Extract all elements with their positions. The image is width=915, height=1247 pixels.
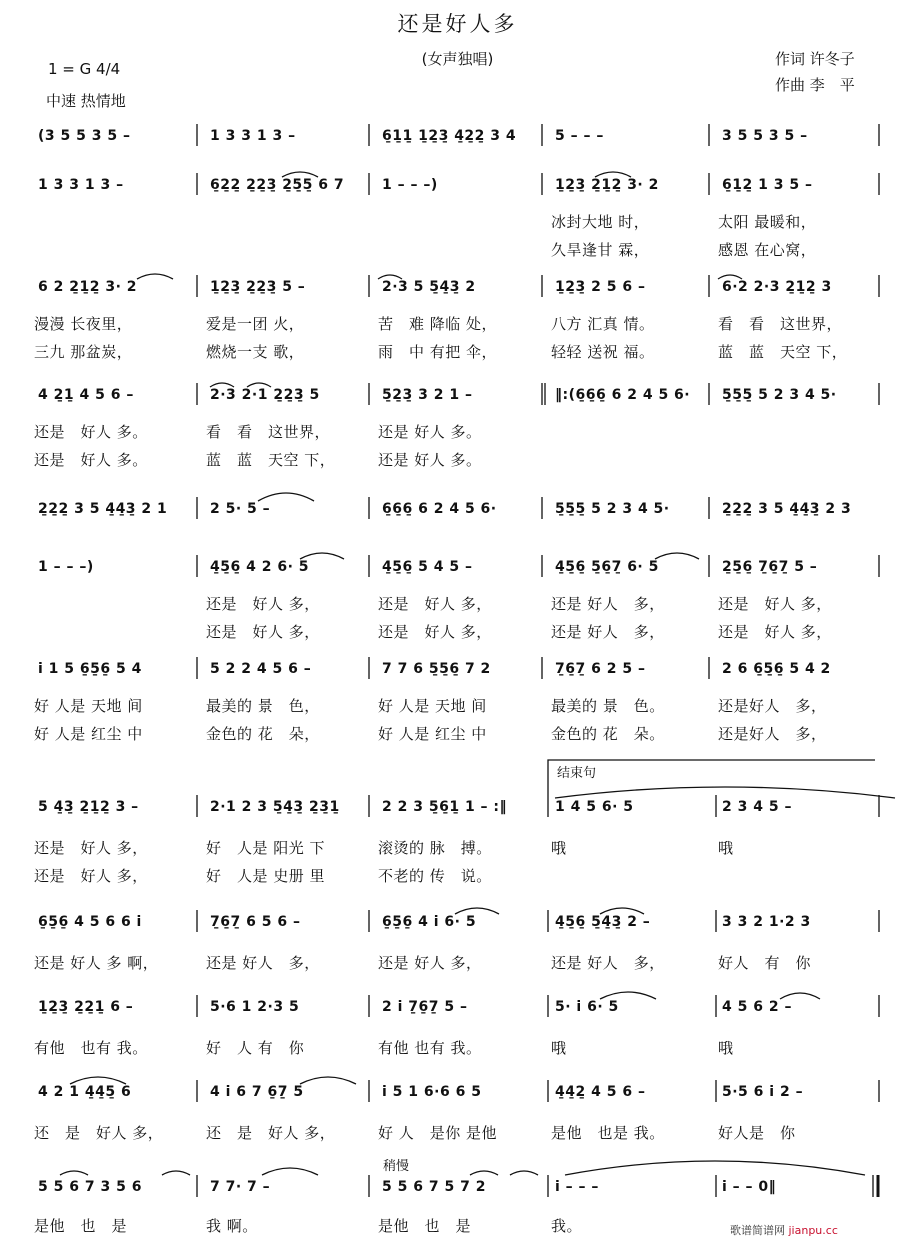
lyric-line: 轻轻 送祝 福。 — [551, 343, 655, 361]
measure-notes: 1̱2̱3̱ 2̱2̱1̱ 6 – — [38, 999, 134, 1015]
measure-notes: (3 5 5 3 5 – — [38, 128, 131, 144]
lyric-line: 好人是 你 — [718, 1124, 796, 1142]
watermark — [730, 1222, 838, 1238]
lyric-line: 还是 好人 多， — [551, 595, 665, 613]
lyric-line: 还是 好人 多， — [378, 954, 482, 972]
measure-notes: 1 3 3 1 3 – — [210, 128, 296, 144]
lyric-line: 是他 也 是 — [34, 1217, 128, 1235]
lyric-line: 八方 汇真 情。 — [551, 315, 655, 333]
lyric-line: 好 人是 红尘 中 — [34, 725, 143, 743]
measure-notes: 4 2̱1̱ 4 5 6 – — [38, 387, 134, 403]
lyric-line: 还是好人 多， — [718, 725, 827, 743]
measure-notes: 5 – – – — [555, 128, 604, 144]
measure-notes: 4̱5̱6̱ 5 4 5 – — [382, 559, 473, 575]
measure-notes: 5 5 6 7 3 5 6 — [38, 1179, 142, 1195]
lyric-line: 不老的 传 说。 — [378, 867, 492, 885]
lyric-line: 是他 也是 我。 — [551, 1124, 665, 1142]
measure-notes: 5̱5̱5̱ 5 2 3 4 5· — [555, 501, 670, 517]
lyric-line: 感恩 在心窝， — [718, 241, 817, 259]
lyric-line: 最美的 景 色， — [206, 697, 320, 715]
lyric-line: 好 人是 红尘 中 — [378, 725, 487, 743]
lyric-line: 有他 也有 我。 — [378, 1039, 482, 1057]
tempo-change-mark: 稍慢 — [383, 1159, 410, 1174]
measure-notes: ‖:(6̱6̱6̱ 6 2 4 5 6· — [555, 387, 691, 403]
measure-notes: 4 5 6 2 – — [722, 999, 792, 1015]
measure-notes: 2 i 7̱6̱7̱ 5 – — [382, 999, 468, 1015]
measure-notes: 2 3 4 5 – — [722, 799, 792, 815]
lyric-line: 蓝 蓝 天空 下， — [718, 343, 848, 361]
lyric-line: 看 看 这世界， — [206, 423, 331, 441]
measure-notes: 4 i 6 7 6̱7̱ 5 — [210, 1084, 304, 1100]
lyric-line: 漫漫 长夜里， — [34, 315, 133, 333]
lyricist-credit: 作词 许冬子 — [775, 50, 855, 68]
lyric-line: 还是 好人 多 啊， — [34, 954, 159, 972]
measure-notes: 3 3 2 1·2 3 — [722, 914, 811, 930]
lyric-line: 好 人是 史册 里 — [206, 867, 326, 885]
measure-notes: 6̱5̱6̱ 4 i 6· 5 — [382, 914, 477, 930]
measure-notes: 2̱2̱2̱ 3 5 4̱4̱3̱ 2 3 — [722, 501, 852, 517]
lyric-line: 苦 难 降临 处， — [378, 315, 498, 333]
measure-notes: i 5 1 6·6 6 5 — [382, 1084, 482, 1100]
measure-notes: 2 5· 5 – — [210, 501, 271, 517]
lyric-line: 金色的 花 朵， — [206, 725, 320, 743]
lyric-line: 好 人 有 你 — [206, 1039, 305, 1057]
measure-notes: 6 2 2̱1̱2̱ 3· 2 — [38, 279, 138, 295]
ending-label: 结束句 — [557, 766, 597, 781]
lyric-line: 还是 好人 多。 — [34, 451, 148, 469]
measure-notes: 2·3 2·1 2̱2̱3̱ 5 — [210, 387, 320, 403]
measure-notes: 1 – – –) — [382, 177, 438, 193]
measure-notes: 2̱2̱2̱ 3 5 4̱4̱3̱ 2 1 — [38, 501, 168, 517]
measure-notes: 6̱2̱2̱ 2̱2̱3̱ 2̱5̱5̱ 6 7 — [210, 177, 345, 193]
lyric-line: 好 人 是你 是他 — [378, 1124, 498, 1142]
lyric-line: 好人 有 你 — [718, 954, 812, 972]
lyric-line: 还是 好人 多， — [718, 595, 832, 613]
measure-notes: 1 – – –) — [38, 559, 94, 575]
lyric-line: 还是 好人 多。 — [34, 423, 148, 441]
lyric-line: 金色的 花 朵。 — [551, 725, 665, 743]
lyric-line: 还是 好人 多。 — [378, 423, 482, 441]
measure-notes: 5 4̱3̱ 2̱1̱2̱ 3 – — [38, 799, 139, 815]
measure-notes: i – – – — [555, 1179, 599, 1195]
measure-notes: 7̱6̱7̱ 6 2 5 – — [555, 661, 646, 677]
measure-notes: 2·3 5 5̱4̱3̱ 2 — [382, 279, 476, 295]
lyric-line: 哦 — [718, 1039, 734, 1057]
measure-notes: 1 4 5 6· 5 — [555, 799, 634, 815]
measure-notes: 7̱6̱7̱ 6 5 6 – — [210, 914, 301, 930]
lyric-line: 我。 — [551, 1217, 583, 1235]
lyric-line: 滚烫的 脉 搏。 — [378, 839, 492, 857]
measure-notes: 5̱2̱3̱ 3 2 1 – — [382, 387, 473, 403]
lyric-line: 还是 好人 多， — [551, 623, 665, 641]
lyric-line: 蓝 蓝 天空 下， — [206, 451, 336, 469]
measure-notes: 2 2 3 5̱6̱1̱ 1 – :‖ — [382, 799, 508, 815]
measure-notes: 1̱2̱3̱ 2 5 6 – — [555, 279, 646, 295]
lyric-line: 还是 好人 多， — [34, 867, 148, 885]
measure-notes: 4̱5̱6̱ 5̱4̱3̱ 2 – — [555, 914, 651, 930]
measure-notes: 5̱5̱5̱ 5 2 3 4 5· — [722, 387, 837, 403]
tempo-marking: 中速 热情地 — [46, 92, 126, 110]
measure-notes: 1̱2̱3̱ 2̱1̱2̱ 3· 2 — [555, 177, 659, 193]
measure-notes: 5 5 6 7 5 7 2 — [382, 1179, 486, 1195]
lyric-line: 还 是 好人 多， — [34, 1124, 164, 1142]
watermark-prefix: 歌谱简谱网 — [730, 1224, 789, 1237]
lyric-line: 雨 中 有把 伞， — [378, 343, 498, 361]
measure-notes: 4̱5̱6̱ 4 2 6· 5 — [210, 559, 310, 575]
lyric-line: 久旱逢甘 霖， — [551, 241, 650, 259]
measure-notes: i 1 5 6̱5̱6̱ 5 4 — [38, 661, 142, 677]
song-title: 还是好人多 — [397, 12, 518, 36]
lyric-line: 还是 好人 多， — [378, 623, 492, 641]
measure-notes: 1 3 3 1 3 – — [38, 177, 124, 193]
composer-credit: 作曲 李 平 — [775, 76, 855, 94]
lyric-line: 我 啊。 — [206, 1217, 258, 1235]
measure-notes: 5·5 6 i 2 – — [722, 1084, 804, 1100]
lyric-line: 好 人是 天地 间 — [378, 697, 487, 715]
lyric-line: 哦 — [551, 839, 567, 857]
measure-notes: 4̱5̱6̱ 5̱6̱7̱ 6· 5 — [555, 559, 659, 575]
measure-notes: 1̱2̱3̱ 2̱2̱3̱ 5 – — [210, 279, 306, 295]
measure-notes: 6̱6̱6̱ 6 2 4 5 6· — [382, 501, 497, 517]
lyric-line: 哦 — [551, 1039, 567, 1057]
lyric-line: 还是好人 多， — [718, 697, 827, 715]
lyric-line: 燃烧一支 歌， — [206, 343, 305, 361]
lyric-line: 冰封大地 时， — [551, 213, 650, 231]
measure-notes: 6̱5̱6̱ 4 5 6 6 i — [38, 914, 142, 930]
lyric-line: 最美的 景 色。 — [551, 697, 665, 715]
watermark-site: jianpu.cc — [788, 1224, 838, 1237]
lyric-line: 三九 那盆炭， — [34, 343, 133, 361]
lyric-line: 好 人是 天地 间 — [34, 697, 143, 715]
lyric-line: 太阳 最暖和， — [718, 213, 817, 231]
song-subtitle: (女声独唱) — [421, 50, 494, 68]
lyric-line: 好 人是 阳光 下 — [206, 839, 326, 857]
measure-notes: 7 7· 7 – — [210, 1179, 271, 1195]
lyric-line: 有他 也有 我。 — [34, 1039, 148, 1057]
lyric-line: 还是 好人 多， — [34, 839, 148, 857]
lyric-line: 哦 — [718, 839, 734, 857]
measure-notes: 6̱1̱1̱ 1̱2̱3̱ 4̱2̱2̱ 3 4 — [382, 128, 517, 144]
lyric-line: 还是 好人 多， — [206, 954, 320, 972]
measure-notes: 5 2 2 4 5 6 – — [210, 661, 312, 677]
lyric-line: 看 看 这世界， — [718, 315, 843, 333]
measure-notes: 6·2 2·3 2̱1̱2̱ 3 — [722, 279, 832, 295]
lyric-line: 还 是 好人 多， — [206, 1124, 336, 1142]
measure-notes: 7 7 6 5̱5̱6̱ 7 2 — [382, 661, 491, 677]
lyric-line: 爱是一团 火， — [206, 315, 305, 333]
measure-notes: 4̱4̱2̱ 4 5 6 – — [555, 1084, 646, 1100]
measure-notes: 2 6 6̱5̱6̱ 5 4 2 — [722, 661, 831, 677]
measure-notes: 3 5 5 3 5 – — [722, 128, 808, 144]
measure-notes: 4 2 1 4̱4̱5̱ 6 — [38, 1084, 132, 1100]
lyric-line: 还是 好人 多， — [718, 623, 832, 641]
measure-notes: 6̱1̱2̱ 1 3 5 – — [722, 177, 813, 193]
lyric-line: 还是 好人 多， — [206, 595, 320, 613]
lyric-line: 还是 好人 多， — [206, 623, 320, 641]
measure-notes: 2·1 2 3 5̱4̱3̱ 2̱3̱1̱ — [210, 799, 340, 815]
key-signature: 1 = G 4/4 — [48, 60, 121, 78]
measure-notes: i – – 0‖ — [722, 1179, 777, 1195]
lyric-line: 还是 好人 多， — [551, 954, 665, 972]
measure-notes: 5·6 1 2·3 5 — [210, 999, 300, 1015]
lyric-line: 是他 也 是 — [378, 1217, 472, 1235]
lyric-line: 还是 好人 多。 — [378, 451, 482, 469]
measure-notes: 2̱5̱6̱ 7̱6̱7̱ 5 – — [722, 559, 818, 575]
lyric-line: 还是 好人 多， — [378, 595, 492, 613]
measure-notes: 5· i 6· 5 — [555, 999, 619, 1015]
